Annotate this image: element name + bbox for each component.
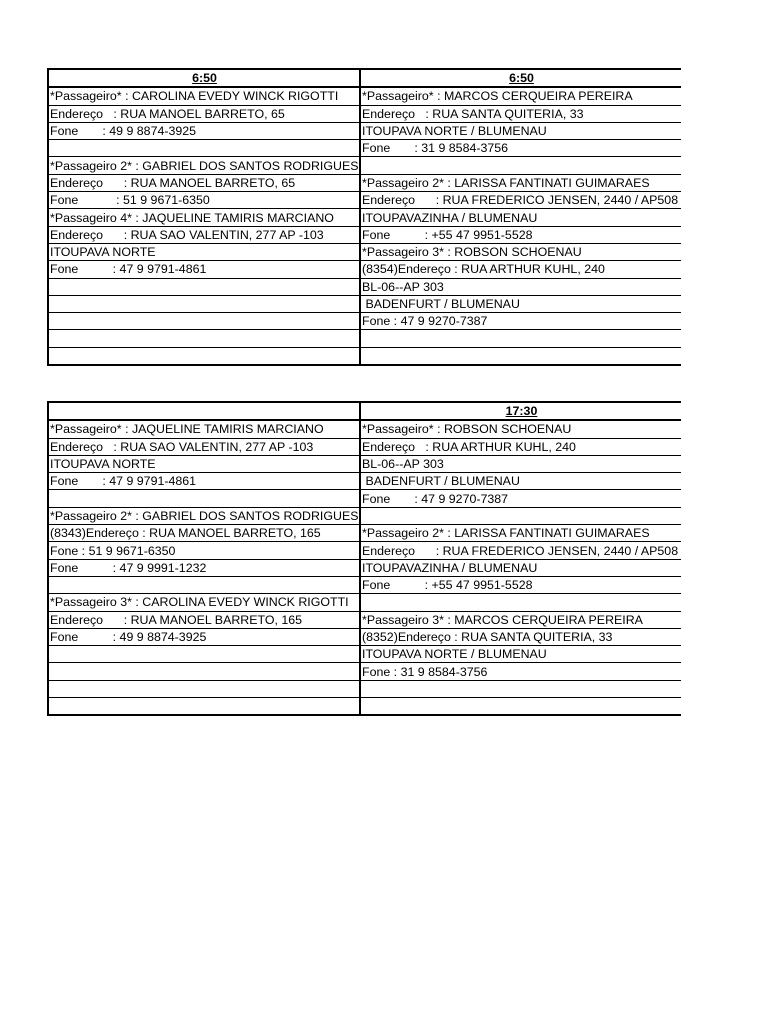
cell-right[interactable] — [360, 157, 681, 174]
table-row — [48, 209, 681, 226]
cell-right[interactable]: ITOUPAVAZINHA / BLUMENAU — [360, 209, 681, 226]
cell-left[interactable]: *Passageiro 2* : GABRIEL DOS SANTOS RODRIGUES — [50, 158, 359, 173]
cell-left[interactable]: Endereço : RUA MANOEL BARRETO, 65 — [48, 174, 360, 191]
cell-left[interactable]: Endereço : RUA MANOEL BARRETO, 65 — [48, 105, 360, 122]
cell-left[interactable]: Fone : 51 9 9671-6350 — [48, 192, 360, 209]
header-row — [48, 402, 681, 420]
table-row — [48, 559, 681, 576]
cell-left[interactable] — [48, 330, 360, 347]
table-row — [48, 278, 681, 295]
table-row — [48, 243, 681, 260]
cell-left[interactable] — [48, 576, 360, 593]
cell-right[interactable]: Fone : +55 47 9951-5528 — [360, 576, 681, 593]
table-row — [48, 646, 681, 663]
cell-left[interactable]: Fone : 47 9 9791-4861 — [48, 473, 360, 490]
time-header-left[interactable]: 6:50 — [48, 69, 360, 87]
cell-left[interactable]: Fone : 47 9 9791-4861 — [48, 261, 360, 278]
cell-left[interactable]: *Passageiro* : CAROLINA EVEDY WINCK RIGOTTI — [48, 87, 360, 105]
cell-left[interactable] — [48, 490, 360, 507]
table-row — [48, 542, 681, 559]
table-row — [48, 347, 681, 365]
cell-left[interactable] — [48, 140, 360, 157]
table-row — [48, 455, 681, 472]
cell-right[interactable]: *Passageiro 2* : LARISSA FANTINATI GUIMARAES — [360, 525, 681, 542]
schedule-table-morning — [47, 68, 681, 366]
cell-right[interactable]: *Passageiro 2* : LARISSA FANTINATI GUIMARAES — [360, 174, 681, 191]
cell-right[interactable]: (8354)Endereço : RUA ARTHUR KUHL, 240 — [360, 261, 681, 278]
cell-right[interactable]: *Passageiro* : MARCOS CERQUEIRA PEREIRA — [360, 87, 681, 105]
cell-left[interactable]: ITOUPAVA NORTE — [48, 243, 360, 260]
cell-left[interactable]: *Passageiro 3* : CAROLINA EVEDY WINCK RIGOTTI — [48, 594, 360, 611]
cell-left[interactable] — [48, 278, 360, 295]
cell-right[interactable] — [360, 698, 681, 716]
cell-left[interactable]: Endereço : RUA MANOEL BARRETO, 165 — [48, 611, 360, 628]
table-row — [48, 490, 681, 507]
time-header-left[interactable] — [48, 402, 360, 420]
cell-right[interactable] — [360, 507, 681, 524]
cell-left[interactable]: Endereço : RUA SAO VALENTIN, 277 AP -103 — [48, 438, 360, 455]
cell-left[interactable]: *Passageiro 4* : JAQUELINE TAMIRIS MARCIANO — [48, 209, 360, 226]
cell-right[interactable]: Endereço : RUA SANTA QUITERIA, 33 — [360, 105, 681, 122]
cell-right[interactable]: Endereço : RUA ARTHUR KUHL, 240 — [360, 438, 681, 455]
cell-left[interactable]: Endereço : RUA SAO VALENTIN, 277 AP -103 — [48, 226, 360, 243]
cell-right[interactable]: BADENFURT / BLUMENAU — [360, 295, 681, 312]
cell-left[interactable]: Fone : 49 9 8874-3925 — [48, 122, 360, 139]
cell-right[interactable]: ITOUPAVA NORTE / BLUMENAU — [360, 122, 681, 139]
cell-right[interactable]: Fone : 47 9 9270-7387 — [360, 490, 681, 507]
cell-right[interactable] — [360, 680, 681, 697]
cell-right[interactable]: Endereço : RUA FREDERICO JENSEN, 2440 / AP508 — [360, 192, 681, 209]
cell-left[interactable]: (8343)Endereço : RUA MANOEL BARRETO, 165 — [48, 525, 360, 542]
cell-right[interactable]: Endereço : RUA FREDERICO JENSEN, 2440 / AP508 — [360, 542, 681, 559]
cell-left[interactable] — [48, 347, 360, 365]
cell-right[interactable]: Fone : 31 9 8584-3756 — [360, 663, 681, 680]
table-row — [48, 105, 681, 122]
table-row — [48, 87, 681, 105]
cell-left[interactable]: Fone : 47 9 9991-1232 — [48, 559, 360, 576]
schedule-table-evening — [47, 401, 681, 716]
time-header-right[interactable]: 6:50 — [360, 69, 681, 87]
cell-right[interactable]: BADENFURT / BLUMENAU — [360, 473, 681, 490]
cell-left[interactable] — [48, 680, 360, 697]
cell-left[interactable] — [48, 313, 360, 330]
cell-right[interactable]: ITOUPAVA NORTE / BLUMENAU — [360, 646, 681, 663]
cell-left[interactable] — [48, 646, 360, 663]
table-row — [48, 313, 681, 330]
cell-left[interactable]: *Passageiro 2* : GABRIEL DOS SANTOS RODRIGUES — [50, 508, 359, 523]
cell-right[interactable]: Fone : 31 9 8584-3756 — [360, 140, 681, 157]
cell-left[interactable]: *Passageiro* : JAQUELINE TAMIRIS MARCIANO — [48, 420, 360, 438]
cell-left[interactable] — [48, 698, 360, 716]
table-row — [48, 698, 681, 716]
cell-right[interactable]: Fone : +55 47 9951-5528 — [360, 226, 681, 243]
cell-right[interactable]: *Passageiro* : ROBSON SCHOENAU — [360, 420, 681, 438]
table-row — [48, 226, 681, 243]
table-row — [48, 420, 681, 438]
table-row — [48, 594, 681, 611]
cell-right[interactable]: *Passageiro 3* : ROBSON SCHOENAU — [360, 243, 681, 260]
cell-left[interactable]: Fone : 51 9 9671-6350 — [48, 542, 360, 559]
cell-right[interactable]: BL-06--AP 303 — [360, 278, 681, 295]
table-row — [48, 140, 681, 157]
cell-right[interactable]: ITOUPAVAZINHA / BLUMENAU — [360, 559, 681, 576]
cell-right[interactable]: Fone : 47 9 9270-7387 — [360, 313, 681, 330]
cell-left[interactable]: Fone : 49 9 8874-3925 — [48, 628, 360, 645]
table-row — [48, 192, 681, 209]
cell-right[interactable] — [360, 347, 681, 365]
table-row — [48, 122, 681, 139]
cell-left[interactable] — [48, 663, 360, 680]
table-row — [48, 438, 681, 455]
table-row — [48, 174, 681, 191]
cell-right[interactable]: (8352)Endereço : RUA SANTA QUITERIA, 33 — [360, 628, 681, 645]
table-row — [48, 473, 681, 490]
table-row — [48, 330, 681, 347]
time-header-right[interactable]: 17:30 — [360, 402, 681, 420]
cell-right[interactable]: *Passageiro 3* : MARCOS CERQUEIRA PEREIRA — [360, 611, 681, 628]
table-row — [48, 628, 681, 645]
header-row — [48, 69, 681, 87]
table-row — [48, 525, 681, 542]
table-row — [48, 576, 681, 593]
table-row — [48, 507, 681, 524]
table-row — [48, 680, 681, 697]
table-row — [48, 663, 681, 680]
table-row — [48, 295, 681, 312]
table-row — [48, 611, 681, 628]
cell-right[interactable] — [360, 330, 681, 347]
cell-left[interactable]: ITOUPAVA NORTE — [48, 455, 360, 472]
cell-right[interactable] — [360, 594, 681, 611]
table-row — [48, 157, 681, 174]
cell-left[interactable] — [48, 295, 360, 312]
table-row — [48, 261, 681, 278]
cell-right[interactable]: BL-06--AP 303 — [360, 455, 681, 472]
